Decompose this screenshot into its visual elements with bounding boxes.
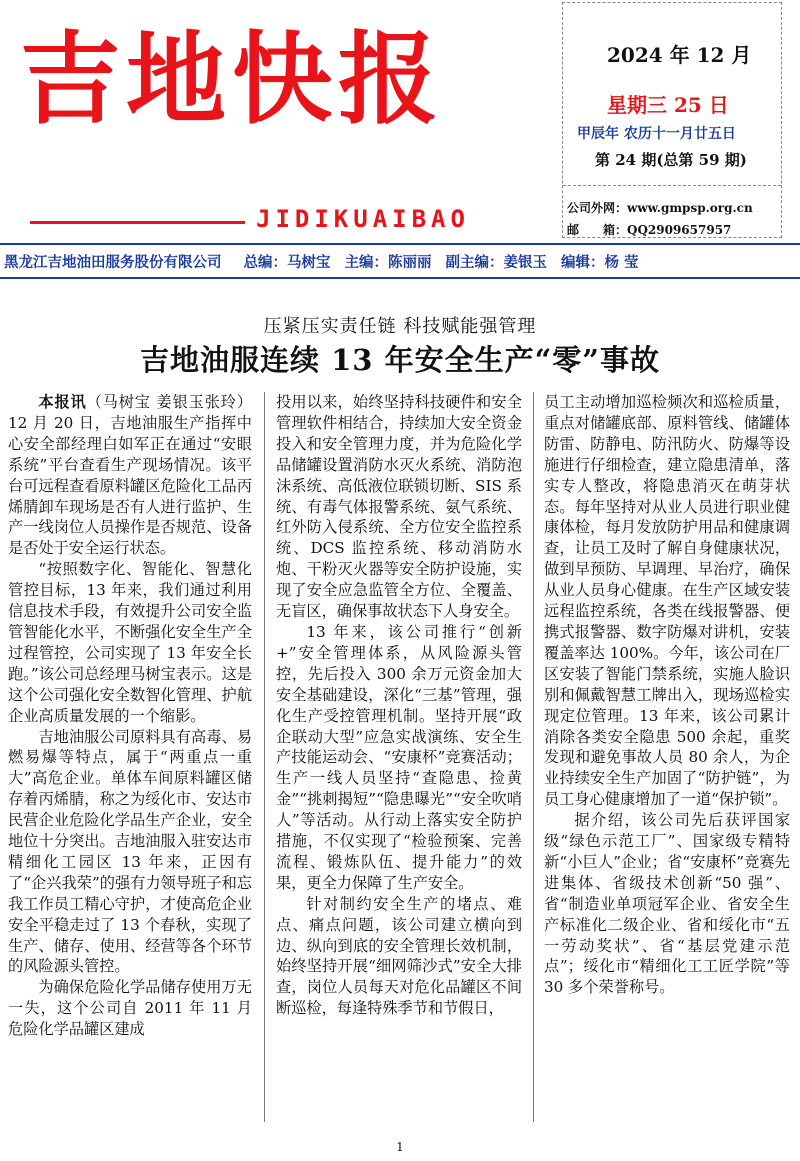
- company-name: 黑龙江吉地油田服务股份有限公司: [4, 253, 222, 271]
- article-headline: 吉地油服连续 13 年安全生产“零”事故: [140, 343, 660, 377]
- paragraph-text: （马树宝 姜银玉张玲）12 月 20 日，吉地油服生产指挥中心安全部经理白如军正在通过“安眼系统”平台查看生产现场情况。该平台可远程查看原料罐区危险化工品丙烯腈卸车现场是否有人进行监护、生产一线岗位人员操作是否规范、设备是否处于安全运行状态。: [8, 393, 252, 558]
- editor: 主编：陈丽丽: [344, 253, 432, 271]
- date-year-month: 2024 年 12 月: [607, 43, 752, 67]
- chief-editor: 总编：马树宝: [243, 253, 331, 271]
- newspaper-title: 吉地快报: [20, 21, 444, 138]
- issue-number: 第 24 期(总第 59 期): [595, 151, 747, 169]
- paragraph: 为确保危险化学品储存使用万无一失，这个公司自 2011 年 11 月危险化学品罐区建成: [8, 978, 252, 1039]
- paragraph: “按照数字化、智能化、智慧化管控目标，13 年来，我们通过利用信息技术手段，有效提升公司安全监管智能化水平，不断强化安全生产全过程管控，公司实现了 13 年安全长跑。”该公司总经理马树宝表示。这是这个公司强化安全数智化管理、护航企业高质量发展的一个缩影。: [8, 560, 252, 725]
- datebox-divider: [563, 185, 781, 186]
- lead-label: 本报讯: [38, 393, 87, 411]
- paragraph: 投用以来，始终坚持科技硬件和安全管理软件相结合，持续加大安全资金投入和安全管理力度，并为危险化学品储罐设置消防水灭火系统、消防泡沫系统、高低液位联锁切断、SIS 系统、有毒气体报警系统、氨气系统、红外防入侵系统、全方位安全监控系统、DCS 监控系统、移动消防水炮、干粉灭火器等安全防护设施，实现了安全应急监管全方位、全覆盖、无盲区，确保事故状态下人身安全。: [276, 393, 522, 621]
- copy-editor: 编辑：杨 莹: [561, 253, 639, 271]
- article-column-3: [544, 392, 790, 1127]
- paragraph: 针对制约安全生产的堵点、难点、痛点问题，该公司建立横向到边、纵向到底的安全管理长效机制，始终坚持开展“细网筛沙式”安全大排查，岗位人员每天对危化品罐区不间断巡检，每逢特殊季节和节假日，: [276, 894, 522, 1018]
- newspaper-pinyin: JIDIKUAIBAO: [256, 205, 470, 233]
- article-subtitle: 压紧压实责任链 科技赋能强管理: [263, 316, 537, 337]
- date-issue-box: [562, 2, 782, 238]
- masthead: [0, 0, 800, 243]
- paragraph: [8, 392, 252, 559]
- page-number: 1: [396, 1140, 404, 1154]
- column-divider: [264, 392, 265, 1122]
- title-rule: [30, 221, 245, 224]
- article-column-1: [8, 392, 252, 1127]
- column-divider: [533, 392, 534, 1122]
- deputy-editor: 副主编：姜银玉: [445, 253, 547, 271]
- email: 邮 箱：QQ2909657957: [567, 223, 732, 237]
- staff-bar: [0, 243, 800, 279]
- date-weekday-day: 星期三 25 日: [607, 93, 729, 117]
- lunar-date: 甲辰年 农历十一月廿五日: [577, 126, 736, 142]
- paragraph: 员工主动增加巡检频次和巡检质量，重点对储罐底部、原料管线、储罐体防雷、防静电、防汛防火、防爆等设施进行仔细检查，建立隐患清单，落实专人整改，将隐患消灭在萌芽状态。每年坚持对从业人员进行职业健康体检，每月发放防护用品和健康调查，让员工及时了解自身健康状况，做到早预防、早调理、早治疗，确保从业人员身心健康。在生产区域安装远程监控系统，各类在线报警器、便携式报警器、数字防爆对讲机，安装覆盖率达 100%。今年，该公司在厂区安装了智能门禁系统，实施人脸识别和佩戴智慧工牌出入，现场巡检实现定位管理。13 年来，该公司累计消除各类安全隐患 500 余起，重奖发现和避免事故人员 80 余人，为企业持续安全生产加固了“防护链”，为员工身心健康增加了一道“保护锁”。: [544, 393, 790, 809]
- article-column-2: [276, 392, 522, 1127]
- website: 公司外网：www.gmpsp.org.cn: [567, 201, 753, 215]
- paragraph: 据介绍，该公司先后获评国家级“绿色示范工厂”、国家级专精特新“小巨人”企业；省“安康杯”竞赛先进集体、省级技术创新“50 强”、省“制造业单项冠军企业、省安全生产标准化二级企业、省和绥化市“五一劳动奖状”、省“基层党建示范点”；绥化市“精细化工工匠学院”等 30 多个荣誉称号。: [544, 811, 790, 997]
- paragraph: 吉地油服公司原料具有高毒、易燃易爆等特点，属于“两重点一重大”高危企业。单体车间原料罐区储存着丙烯腈，称之为绥化市、安达市民营企业危险化学品生产企业，安全地位十分突出。吉地油服入驻安达市精细化工园区 13 年来，正因有了“企兴我荣”的强有力领导班子和忘我工作员工精心守护，才使高危企业安全平稳走过了 13 个春秋，实现了生产、储存、使用、经营等各个环节的风险源头管控。: [8, 727, 252, 976]
- paragraph: 13 年来，该公司推行“创新+”安全管理体系，从风险源头管控，先后投入 300 余万元资金加大安全基础建设，深化“三基”管理，强化生产受控管理机制。坚持开展“政企联动大型”应急实战演练、安全生产技能运动会、“安康杯”竞赛活动；生产一线人员坚持“查隐患、捡黄金”“挑刺揭短”“隐患曝光”“安全吹哨人”等活动。从行动上落实安全防护措施，不仅实现了“检验预案、完善流程、锻炼队伍、提升能力”的效果，更全力保障了生产安全。: [276, 622, 522, 892]
